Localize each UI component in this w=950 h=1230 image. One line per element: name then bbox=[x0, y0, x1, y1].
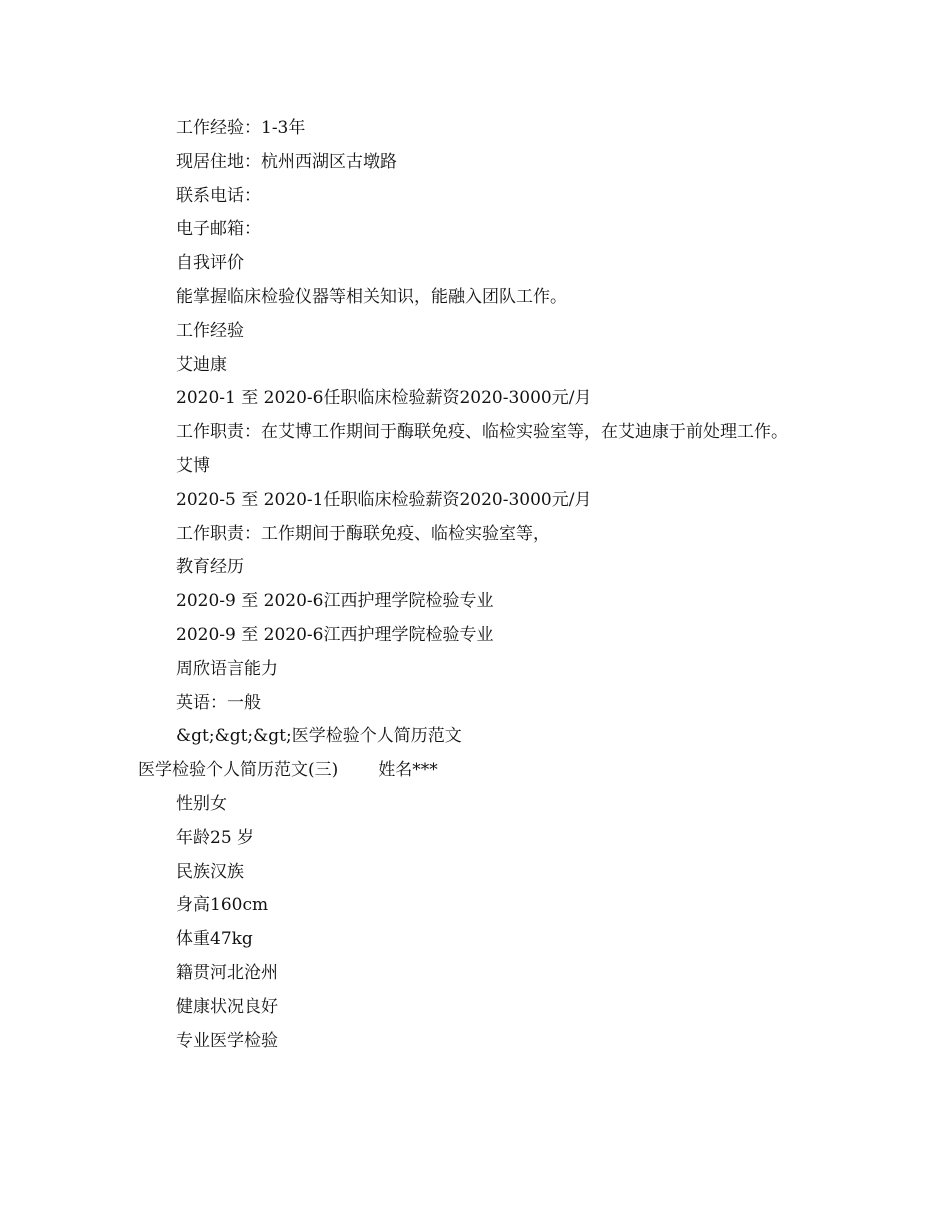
major-field: 专业医学检验 bbox=[176, 1030, 278, 1051]
resume-3-title: 医学检验个人简历范文(三) bbox=[138, 760, 339, 781]
language-english: 英语：一般 bbox=[176, 692, 261, 713]
weight-field: 体重47kg bbox=[176, 929, 253, 950]
ethnicity-field: 民族汉族 bbox=[176, 861, 244, 882]
self-evaluation-heading: 自我评价 bbox=[176, 253, 244, 274]
related-article-link[interactable]: &gt;&gt;&gt;医学检验个人简历范文 bbox=[176, 726, 462, 747]
gender-field: 性别女 bbox=[176, 793, 227, 814]
work-experience-heading: 工作经验 bbox=[176, 320, 244, 341]
employer-1-duties: 工作职责：在艾博工作期间于酶联免疫、临检实验室等，在艾迪康于前处理工作。 bbox=[176, 422, 788, 443]
employer-1: 艾迪康 bbox=[176, 354, 227, 375]
education-entry-2: 2020-9 至 2020-6江西护理学院检验专业 bbox=[176, 624, 494, 645]
email: 电子邮箱： bbox=[176, 219, 261, 240]
hometown-field: 籍贯河北沧州 bbox=[176, 962, 278, 983]
employer-2: 艾博 bbox=[176, 455, 210, 476]
work-experience-years: 工作经验：1-3年 bbox=[176, 118, 306, 138]
name-field: 姓名*** bbox=[378, 760, 438, 781]
employer-2-period: 2020-5 至 2020-1任职临床检验薪资2020-3000元/月 bbox=[176, 489, 592, 510]
education-entry-1: 2020-9 至 2020-6江西护理学院检验专业 bbox=[176, 591, 494, 612]
employer-1-period: 2020-1 至 2020-6任职临床检验薪资2020-3000元/月 bbox=[176, 388, 592, 409]
employer-2-duties: 工作职责：工作期间于酶联免疫、临检实验室等， bbox=[176, 523, 550, 544]
language-heading: 周欣语言能力 bbox=[176, 658, 278, 679]
resume-3-title-row bbox=[138, 754, 828, 788]
height-field: 身高160cm bbox=[176, 895, 269, 916]
current-residence: 现居住地：杭州西湖区古墩路 bbox=[176, 151, 397, 172]
health-field: 健康状况良好 bbox=[176, 996, 278, 1017]
education-heading: 教育经历 bbox=[176, 557, 244, 578]
age-field: 年龄25 岁 bbox=[176, 827, 255, 848]
self-evaluation-text: 能掌握临床检验仪器等相关知识，能融入团队工作。 bbox=[176, 286, 567, 307]
contact-phone: 联系电话： bbox=[176, 185, 261, 206]
document-body bbox=[138, 112, 828, 1058]
